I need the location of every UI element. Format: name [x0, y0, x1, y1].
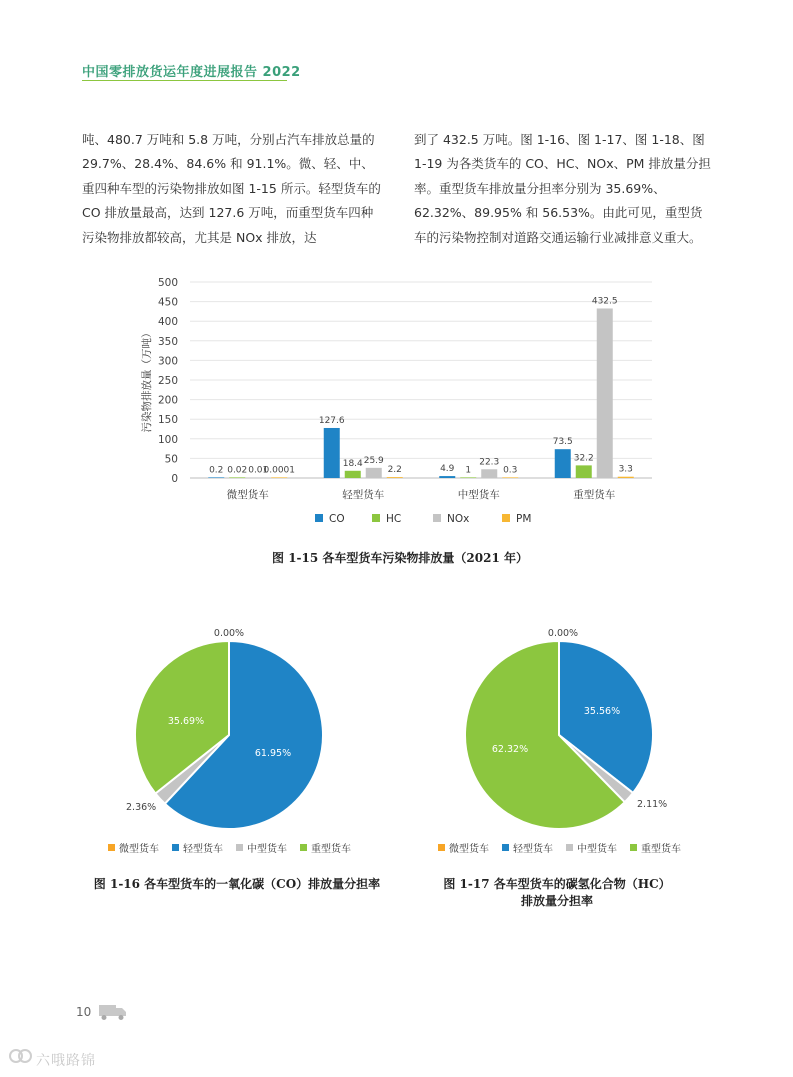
legend-label: 重型货车	[311, 844, 351, 855]
legend-swatch	[438, 844, 445, 851]
legend-swatch	[566, 844, 573, 851]
bar-nox	[366, 468, 382, 478]
legend-label-nox: NOx	[447, 513, 470, 525]
legend-label: 微型货车	[119, 844, 159, 855]
y-tick-label: 500	[157, 277, 178, 289]
bar-value-label: 0.0001	[263, 465, 295, 476]
pie-value-label: 0.00%	[213, 628, 245, 639]
y-tick-label: 200	[157, 394, 178, 407]
bar-value-label: 25.9	[363, 455, 384, 466]
legend-swatch	[236, 844, 243, 851]
x-tick-label: 轻型货车	[342, 489, 385, 501]
legend-label-hc: HC	[386, 513, 402, 525]
bar-nox	[481, 469, 497, 478]
y-tick-label: 400	[157, 316, 178, 329]
y-tick-label: 150	[157, 414, 178, 427]
pie-value-label: 2.11%	[637, 799, 668, 810]
bar-value-label: 4.9	[440, 464, 455, 475]
legend-label-co: CO	[329, 513, 345, 525]
y-tick-label: 0	[171, 473, 178, 485]
caption-fig-1-15: 图 1-15 各车型货车污染物排放量（2021 年）	[272, 551, 528, 565]
truck-icon	[98, 1003, 128, 1021]
report-title: 中国零排放货运年度进展报告 2022	[82, 65, 301, 80]
pie-value-label: 2.36%	[126, 802, 157, 813]
legend-label: 轻型货车	[183, 844, 223, 855]
x-tick-label: 重型货车	[573, 489, 616, 501]
pie-value-label: 61.95%	[254, 748, 292, 759]
legend-swatch	[172, 844, 179, 851]
legend-swatch-hc	[372, 514, 380, 522]
bar-co	[324, 428, 340, 478]
pie-value-label: 62.32%	[491, 744, 529, 755]
bar-hc	[345, 471, 361, 478]
body-text-left: 吨、480.7 万吨和 5.8 万吨，分别占汽车排放总量的 29.7%、28.4%、84.6% 和 91.1%。微、轻、中、重四种车型的污染物排放如图 1-15 所示。轻型货车的 CO 排放量最高，达到 127.6 万吨，而重型货车四种污染物排放都较高，尤其是 NOx 排放，达	[82, 132, 381, 245]
bar-pm	[271, 477, 287, 478]
bar-hc	[460, 477, 476, 478]
bar-value-label: 22.3	[479, 457, 500, 468]
bar-hc	[576, 465, 592, 478]
legend-swatch	[300, 844, 307, 851]
page-number: 10	[76, 1005, 92, 1019]
bar-pm	[387, 477, 403, 478]
legend-label: 重型货车	[641, 844, 681, 855]
legend-label: 微型货车	[449, 844, 489, 855]
bar-hc	[229, 477, 245, 478]
legend-swatch-nox	[433, 514, 441, 522]
bar-value-label: 0.01	[248, 465, 269, 476]
y-tick-label: 50	[164, 453, 178, 466]
bar-co	[555, 449, 571, 478]
bar-value-label: 0.3	[503, 465, 518, 476]
legend-label-pm: PM	[516, 513, 532, 525]
bar-value-label: 432.5	[591, 296, 618, 307]
body-text-right: 到了 432.5 万吨。图 1-16、图 1-17、图 1-18、图 1-19 为各类货车的 CO、HC、NOx、PM 排放量分担率。重型货车排放量分担率分别为 35.69%、62.32%、89.95% 和 56.53%。由此可见，重型货车的污染物控制对道路交通运输行业减排意义重大。	[414, 132, 711, 245]
legend-swatch	[108, 844, 115, 851]
legend-label: 轻型货车	[513, 844, 553, 855]
legend-swatch-co	[315, 514, 323, 522]
x-tick-label: 微型货车	[226, 489, 269, 501]
caption-fig-1-16: 图 1-16 各车型货车的一氧化碳（CO）排放量分担率	[93, 877, 381, 891]
pie-value-label: 35.69%	[167, 716, 205, 727]
bar-value-label: 0.2	[209, 465, 224, 476]
bar-pm	[618, 477, 634, 478]
bar-pm	[502, 477, 518, 478]
bar-value-label: 18.4	[342, 458, 363, 469]
watermark-text: 六哦路锦	[36, 1053, 96, 1069]
bar-value-label: 3.3	[618, 464, 633, 475]
legend-label: 中型货车	[247, 844, 287, 855]
caption-fig-1-17-line1: 图 1-17 各车型货车的碳氢化合物（HC）	[443, 877, 671, 891]
bar-value-label: 32.2	[573, 453, 594, 464]
y-tick-label: 100	[157, 433, 178, 446]
pie-value-label: 35.56%	[583, 706, 621, 717]
bar-nox	[597, 308, 613, 478]
caption-fig-1-17	[432, 876, 682, 910]
legend-swatch-pm	[502, 514, 510, 522]
bar-co	[208, 477, 224, 478]
bar-chart-emissions	[130, 270, 670, 540]
bar-value-label: 73.5	[552, 437, 573, 448]
pie-value-label: 0.00%	[547, 628, 579, 639]
bar-co	[439, 476, 455, 478]
pie-chart-hc-share	[430, 620, 700, 860]
y-tick-label: 350	[157, 335, 178, 348]
caption-fig-1-17-line2: 排放量分担率	[520, 894, 593, 908]
legend-label: 中型货车	[577, 844, 617, 855]
bar-value-label: 2.2	[387, 465, 402, 476]
watermark-logo-icon	[8, 1045, 34, 1067]
bar-value-label: 1	[465, 465, 472, 476]
y-axis-label: 污染物排放量（万吨）	[141, 327, 153, 433]
y-tick-label: 300	[157, 355, 178, 368]
y-tick-label: 450	[157, 296, 178, 309]
header-rule	[82, 80, 287, 81]
x-tick-label: 中型货车	[457, 489, 500, 501]
bar-value-label: 0.02	[227, 465, 248, 476]
legend-swatch	[502, 844, 509, 851]
pie-chart-co-share	[100, 620, 370, 860]
bar-value-label: 127.6	[318, 415, 345, 426]
bar-nox	[250, 477, 266, 478]
y-tick-label: 250	[157, 375, 178, 387]
legend-swatch	[630, 844, 637, 851]
